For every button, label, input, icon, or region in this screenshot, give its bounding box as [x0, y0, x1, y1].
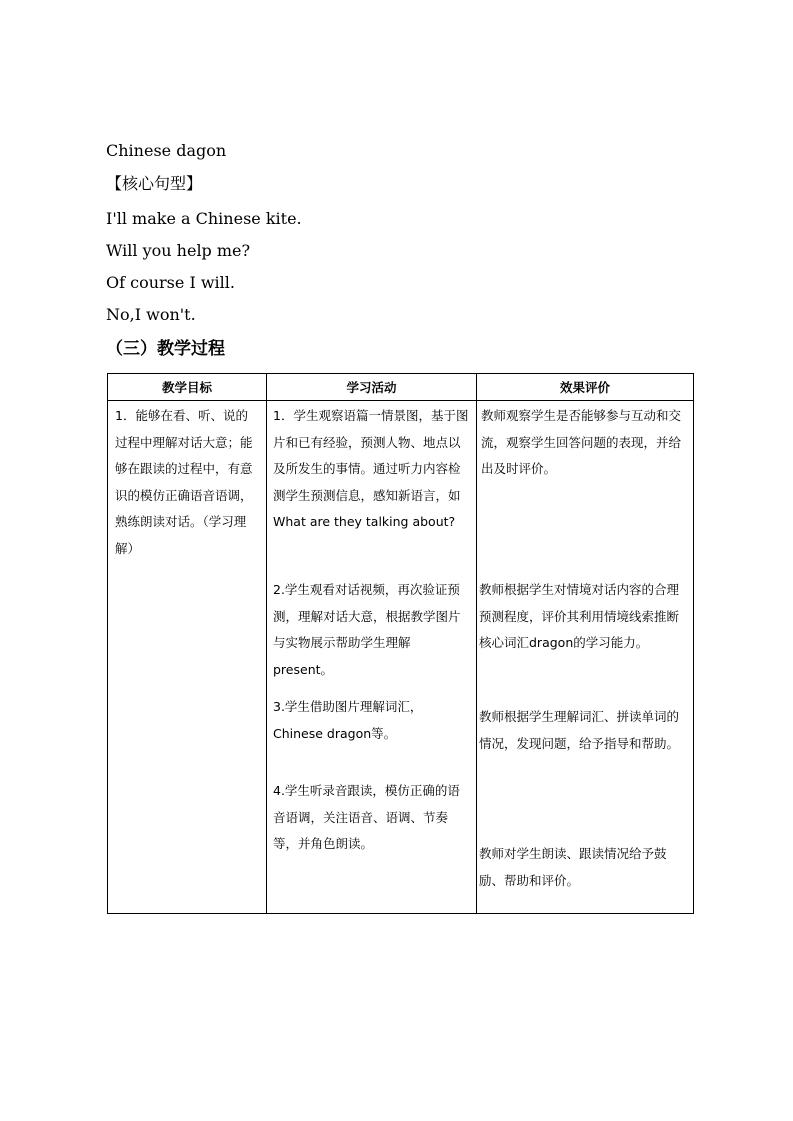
activity-cell	[267, 401, 477, 914]
activity-text: 1．学生观察语篇一情景图，基于图片和已有经验，预测人物、地点以及所发生的事情。通过听力内容检测学生预测信息，感知新语言，如What are they talking about?	[273, 408, 469, 529]
header-evaluation: 效果评价	[477, 374, 694, 401]
section-heading: （三）教学过程	[106, 339, 225, 359]
teaching-process-table	[107, 373, 694, 914]
vocab-line: Chinese dagon	[106, 141, 227, 160]
table-header-row	[108, 374, 694, 401]
activity-text: 4.学生听录音跟读，模仿正确的语音语调，关注语音、语调、节奏等，并角色朗读。	[273, 783, 460, 851]
activity-text: 2.学生观看对话视频，再次验证预测，理解对话大意，根据教学图片与实物展示帮助学生理解present。	[273, 582, 461, 677]
sentence-line: No,I won't.	[106, 305, 196, 324]
sentence-line: Of course I will.	[106, 273, 235, 292]
evaluation-cell	[477, 401, 694, 914]
key-sentences-label: 【核心句型】	[106, 174, 203, 193]
header-goal: 教学目标	[108, 374, 267, 401]
activity-text: 3.学生借助图片理解词汇，Chinese dragon等。	[273, 699, 423, 741]
sentence-line: Will you help me?	[106, 241, 251, 260]
evaluation-text: 教师对学生朗读、跟读情况给予鼓励、帮助和评价。	[479, 846, 667, 888]
goal-text: 1．能够在看、听、说的过程中理解对话大意；能够在跟读的过程中，有意识的模仿正确语音语调，熟练朗读对话。（学习理解）	[115, 408, 253, 556]
table-row	[108, 401, 694, 914]
evaluation-text: 教师根据学生对情境对话内容的合理预测程度，评价其利用情境线索推断核心词汇dragon的学习能力。	[479, 582, 680, 650]
evaluation-text: 教师观察学生是否能够参与互动和交流，观察学生回答问题的表现，并给出及时评价。	[481, 408, 682, 476]
header-activity: 学习活动	[267, 374, 477, 401]
sentence-line: I'll make a Chinese kite.	[106, 209, 302, 228]
evaluation-text: 教师根据学生理解词汇、拼读单词的情况，发现问题，给予指导和帮助。	[479, 709, 680, 751]
goal-cell	[108, 401, 267, 914]
